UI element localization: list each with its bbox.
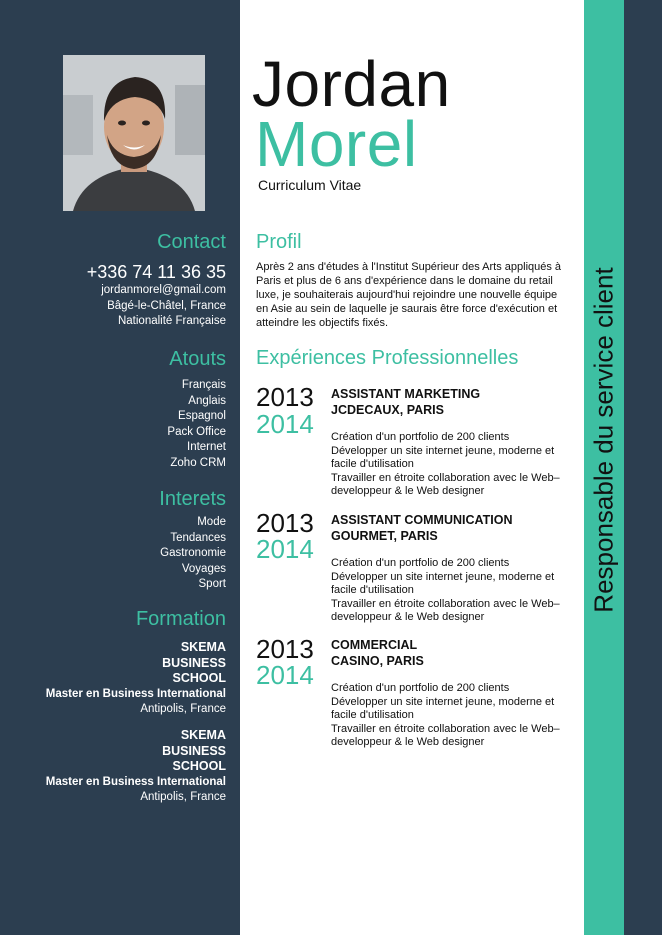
experience-line: Création d'un portfolio de 200 clients	[331, 557, 510, 569]
year-start: 2013	[256, 508, 314, 538]
experience-line: Développer un site internet jeune, moderne et facile d'utilisation	[331, 695, 555, 721]
atouts-list	[167, 378, 226, 471]
experience-line: Développer un site internet jeune, moderne et facile d'utilisation	[331, 570, 555, 596]
contact-address: Bâgé-le-Châtel, France	[107, 299, 226, 312]
last-name: Morel	[255, 108, 418, 180]
profil-heading: Profil	[256, 231, 302, 253]
job-company: CASINO, PARIS	[331, 654, 424, 668]
atout-item: Anglais	[188, 394, 226, 407]
degree: Master en Business International	[45, 687, 226, 700]
formation-entry	[46, 640, 226, 718]
degree: Master en Business International	[45, 775, 226, 788]
experience-line: Création d'un portfolio de 200 clients	[331, 431, 510, 443]
atout-item: Pack Office	[167, 425, 226, 438]
job-company: GOURMET, PARIS	[331, 529, 438, 543]
year-start: 2013	[256, 634, 314, 664]
school-place: Antipolis, France	[140, 703, 226, 715]
experience-description	[331, 431, 581, 499]
contact-email: jordanmorel@gmail.com	[101, 284, 226, 296]
experience-line: Travailler en étroite collaboration avec le Web–developpeur & le Web designer	[331, 471, 560, 497]
school-place: Antipolis, France	[140, 791, 226, 803]
interet-item: Sport	[198, 578, 226, 590]
year-end: 2014	[256, 534, 314, 564]
experience-line: Travailler en étroite collaboration avec le Web–developpeur & le Web designer	[331, 722, 560, 748]
atouts-heading: Atouts	[169, 348, 226, 370]
formation-entry	[46, 728, 226, 806]
year-start: 2013	[256, 382, 314, 412]
vertical-title-container	[584, 0, 624, 935]
interets-list	[160, 515, 226, 593]
experience-line: Développer un site internet jeune, moderne et facile d'utilisation	[331, 444, 555, 470]
experience-line: Travailler en étroite collaboration avec le Web–developpeur & le Web designer	[331, 597, 560, 623]
experiences-heading: Expériences Professionnelles	[256, 347, 519, 369]
year-end: 2014	[256, 660, 314, 690]
profile-photo	[63, 55, 205, 211]
school-name: BUSINESS	[162, 655, 226, 670]
contact-nationality: Nationalité Française	[117, 315, 226, 327]
school-name: SKEMA	[180, 728, 226, 742]
contact-heading: Contact	[157, 231, 226, 253]
interets-heading: Interets	[159, 488, 226, 510]
atout-item: Français	[181, 379, 226, 391]
experience-title-block	[331, 512, 512, 544]
atout-item: Espagnol	[178, 410, 226, 422]
experience-title-block	[331, 386, 480, 418]
experience-title-block	[331, 637, 424, 669]
school-name: SCHOOL	[172, 759, 226, 773]
contact-phone: +336 74 11 36 35	[86, 262, 226, 282]
cv-subtitle: Curriculum Vitae	[258, 177, 362, 193]
formation-heading: Formation	[135, 608, 226, 630]
experience-description	[331, 682, 581, 750]
school-name: SCHOOL	[172, 671, 226, 685]
first-name: Jordan	[252, 48, 451, 120]
atout-item: Internet	[187, 441, 226, 453]
vertical-job-title: Responsable du service client	[588, 267, 619, 613]
job-title: COMMERCIAL	[331, 638, 418, 652]
school-name: BUSINESS	[162, 743, 226, 758]
interet-item: Voyages	[181, 562, 226, 575]
experience-line: Création d'un portfolio de 200 clients	[331, 682, 510, 694]
profil-text: Après 2 ans d'études à l'Institut Supérieur des Arts appliqués à Paris et plus de 6 ans d'expérience dans le domaine du retail luxe, je souhaiterais aujourd'hui rejoindre une nouvelle équipe en Asie au sein de laquelle je saurais être force d'exécution et atteindre les objectifs fixés.	[256, 261, 562, 329]
interet-item: Gastronomie	[160, 547, 226, 559]
job-title: ASSISTANT MARKETING	[331, 387, 481, 401]
interet-item: Tendances	[170, 531, 226, 544]
contact-details	[101, 283, 226, 330]
right-dark-stripe	[624, 0, 662, 935]
experience-description	[331, 557, 581, 625]
year-end: 2014	[256, 409, 314, 439]
atout-item: Zoho CRM	[170, 456, 226, 469]
job-title: ASSISTANT COMMUNICATION	[331, 513, 513, 527]
job-company: JCDECAUX, PARIS	[331, 403, 444, 417]
school-name: SKEMA	[180, 640, 226, 654]
interet-item: Mode	[197, 516, 226, 528]
